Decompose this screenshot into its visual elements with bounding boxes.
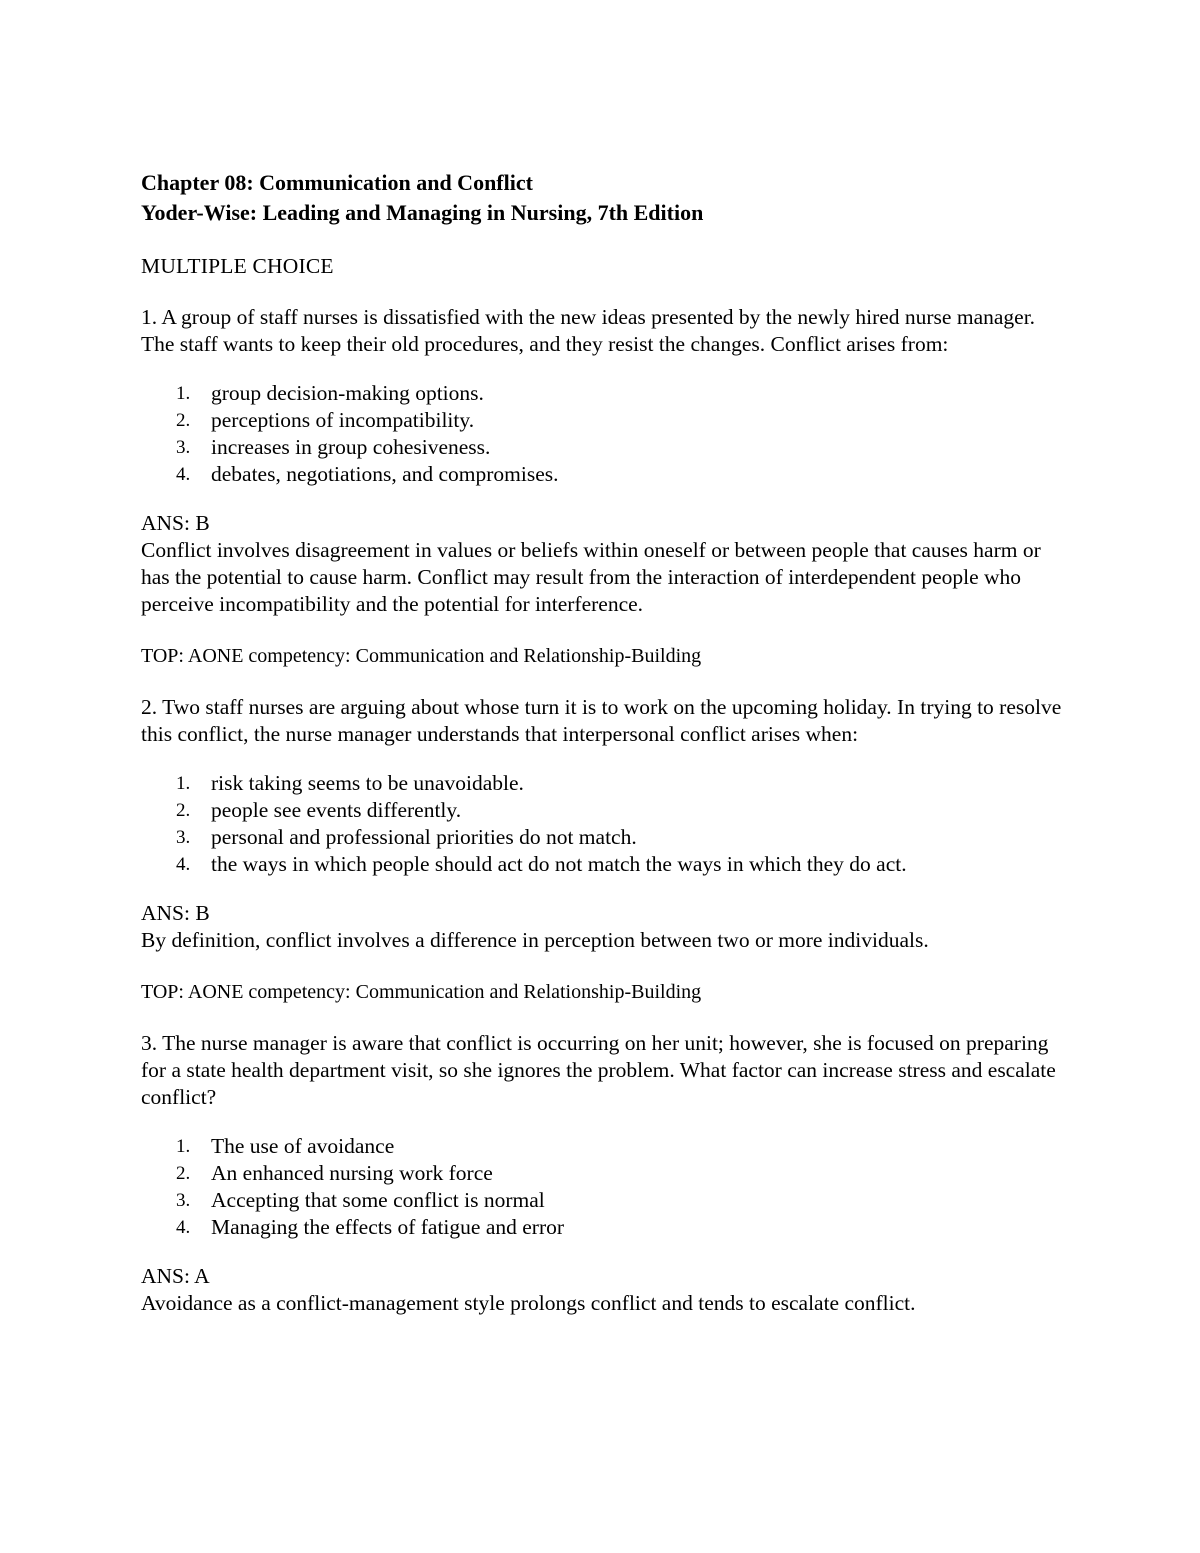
answer-rationale: Conflict involves disagreement in values or beliefs within oneself or between people that causes harm or has the potential to cause harm. Conflict may result from the interaction of interdependent people who perceive incompatibility and the potential for interference. [141, 538, 1041, 616]
option-item [141, 461, 1071, 488]
option-list [141, 1133, 1071, 1241]
option-number: 4. [176, 854, 191, 875]
option-number: 1. [176, 1136, 191, 1157]
answer-rationale: By definition, conflict involves a difference in perception between two or more individuals. [141, 928, 929, 952]
option-number: 3. [176, 1190, 191, 1211]
option-number: 1. [176, 773, 191, 794]
topic-line: TOP: AONE competency: Communication and Relationship-Building [141, 645, 702, 667]
option-number: 4. [176, 464, 191, 485]
option-item [141, 1214, 1071, 1241]
option-number: 2. [176, 410, 191, 431]
option-number: 3. [176, 827, 191, 848]
option-item [141, 1160, 1071, 1187]
option-number: 1. [176, 383, 191, 404]
option-text: The use of avoidance [211, 1134, 395, 1158]
option-item [141, 1133, 1071, 1160]
option-number: 2. [176, 800, 191, 821]
option-text: people see events differently. [211, 798, 462, 822]
option-text: Managing the effects of fatigue and error [211, 1215, 565, 1239]
option-text: An enhanced nursing work force [211, 1161, 493, 1185]
book-title: Yoder-Wise: Leading and Managing in Nursing, 7th Edition [141, 200, 704, 225]
answer-key: ANS: B [141, 511, 210, 535]
section-label: MULTIPLE CHOICE [141, 254, 334, 278]
option-item [141, 824, 1071, 851]
answer-rationale: Avoidance as a conflict-management style prolongs conflict and tends to escalate conflict. [141, 1291, 916, 1315]
document-page [141, 168, 1071, 1317]
question-block [141, 304, 1071, 670]
option-list [141, 380, 1071, 488]
answer-key: ANS: B [141, 901, 210, 925]
option-text: group decision-making options. [211, 381, 484, 405]
option-list [141, 770, 1071, 878]
question-stem: 1. A group of staff nurses is dissatisfied with the new ideas presented by the newly hired nurse manager. The staff wants to keep their old procedures, and they resist the changes. Conflict arises from: [141, 305, 1036, 356]
option-item [141, 434, 1071, 461]
option-text: debates, negotiations, and compromises. [211, 462, 559, 486]
option-number: 4. [176, 1217, 191, 1238]
option-item [141, 407, 1071, 434]
chapter-title: Chapter 08: Communication and Conflict [141, 170, 533, 195]
option-item [141, 851, 1071, 878]
question-block [141, 1030, 1071, 1317]
option-text: perceptions of incompatibility. [211, 408, 475, 432]
option-text: personal and professional priorities do not match. [211, 825, 637, 849]
question-stem: 3. The nurse manager is aware that conflict is occurring on her unit; however, she is focused on preparing for a state health department visit, so she ignores the problem. What factor can increase stress and escalate conflict? [141, 1031, 1056, 1109]
question-stem: 2. Two staff nurses are arguing about whose turn it is to work on the upcoming holiday. In trying to resolve this conflict, the nurse manager understands that interpersonal conflict arises when: [141, 695, 1062, 746]
question-block [141, 694, 1071, 1006]
option-text: Accepting that some conflict is normal [211, 1188, 545, 1212]
option-item [141, 770, 1071, 797]
topic-line: TOP: AONE competency: Communication and Relationship-Building [141, 981, 702, 1003]
option-item [141, 797, 1071, 824]
option-number: 2. [176, 1163, 191, 1184]
option-text: risk taking seems to be unavoidable. [211, 771, 524, 795]
option-item [141, 380, 1071, 407]
option-item [141, 1187, 1071, 1214]
option-text: the ways in which people should act do not match the ways in which they do act. [211, 852, 907, 876]
option-number: 3. [176, 437, 191, 458]
option-text: increases in group cohesiveness. [211, 435, 491, 459]
answer-key: ANS: A [141, 1264, 210, 1288]
